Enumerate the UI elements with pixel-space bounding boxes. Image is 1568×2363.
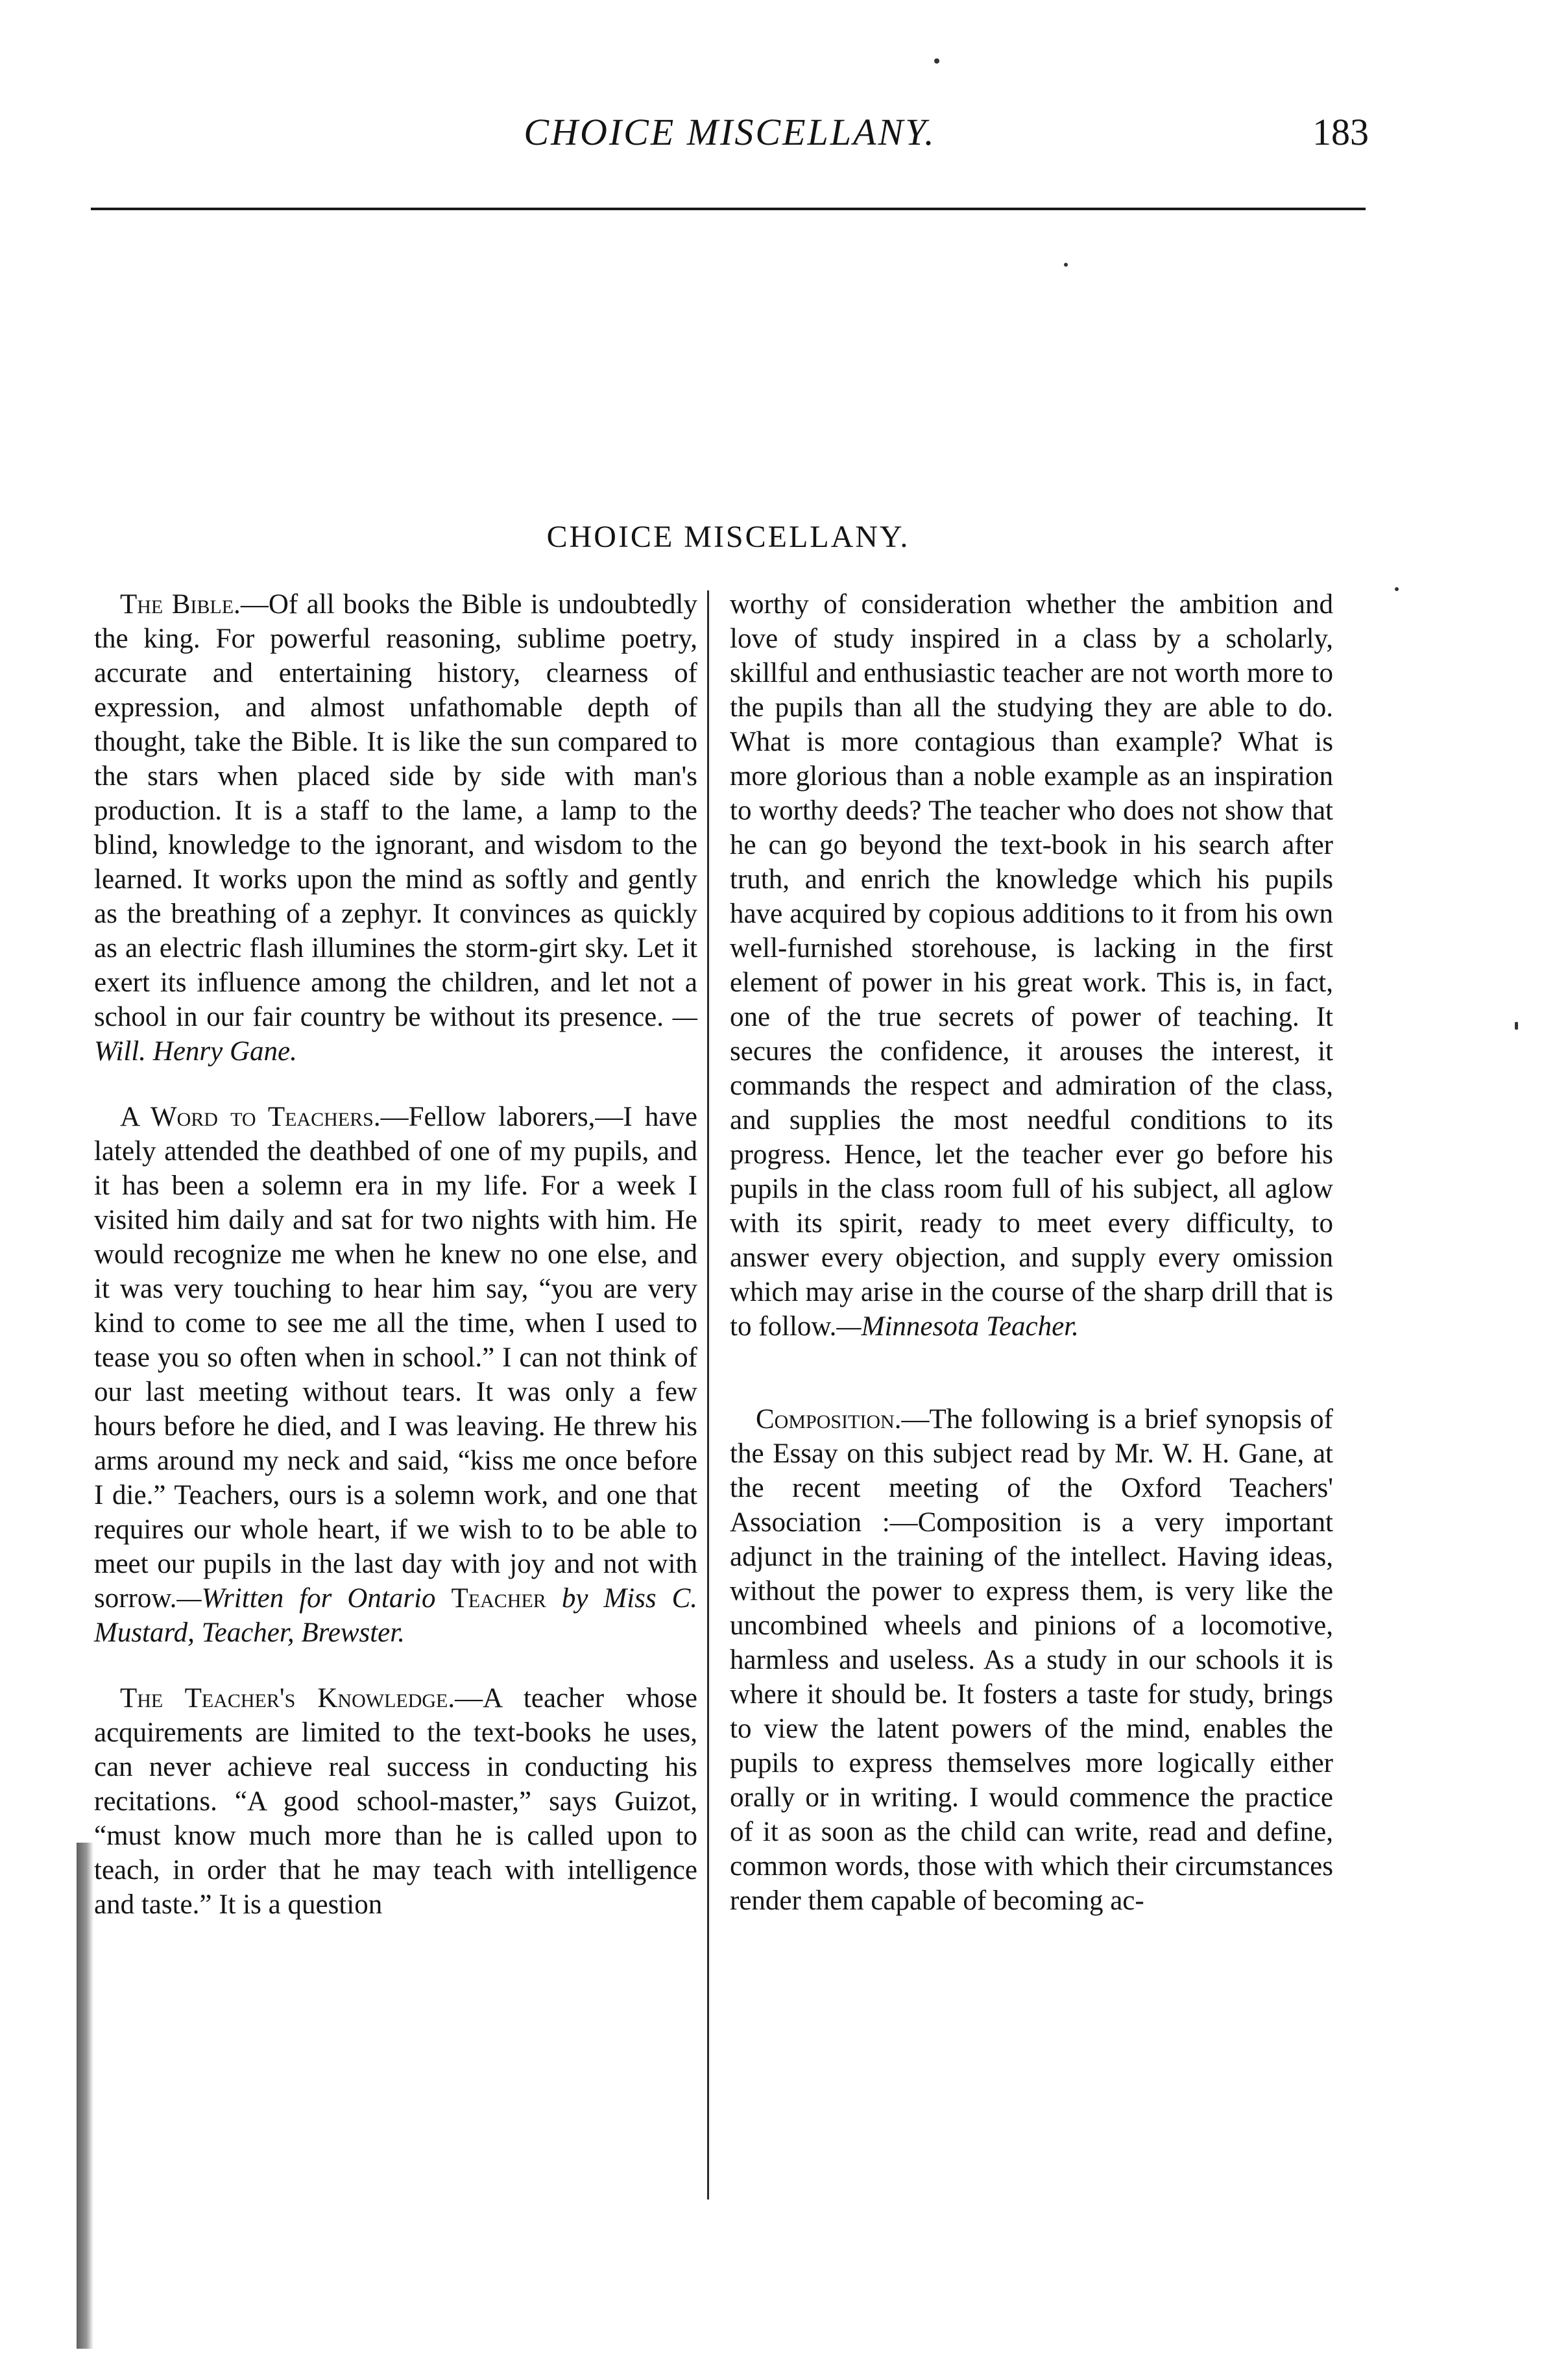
running-head — [91, 104, 1369, 162]
article-body: worthy of consideration whether the ambition and love of study inspired in a class by a scholarly, skillful and enthusiastic teacher are not worth more to the pupils than all the studying they are able to do. What is more contagious than example? What is more glorious than a noble example as an inspiration to worthy deeds? The teacher who does not show that he can go beyond the text-book in his search after truth, and enrich the knowledge which his pupils have acquired by copious additions to it from his own well-furnished storehouse, is lacking in the first element of power in his great work. This is, in fact, one of the true secrets of power of teaching. It secures the confidence, it arouses the interest, it commands the respect and admiration of the class, and supplies the most needful conditions to its progress. Hence, let the teacher ever go before his pupils in the class room full of his subject, all aglow with its spirit, ready to meet every difficulty, to answer every objection, and supply every omission which may arise in the course of the sharp drill that is to follow. — [730, 589, 1333, 1342]
article-bible — [94, 587, 697, 1069]
left-column — [94, 587, 697, 1953]
print-speck — [1515, 1022, 1518, 1030]
print-speck — [1064, 263, 1068, 267]
article-attribution: —Minnesota Teacher. — [836, 1311, 1079, 1342]
right-column — [730, 587, 1333, 1949]
article-word-to-teachers — [94, 1100, 697, 1650]
article-composition — [730, 1402, 1333, 1918]
page-number: 183 — [1312, 111, 1369, 153]
article-title: A Word to Teachers. — [120, 1102, 381, 1132]
running-title: CHOICE MISCELLANY. — [524, 111, 936, 153]
article-body: —Fellow laborers,—I have lately attended the deathbed of one of my pupils, and it has been a solemn era in my life. For a week I visited him daily and sat for two nights with him. He would recognize me when he knew no one else, and it was very touching to hear him say, “you are very kind to come to see me all the time, when I used to tease you so often when in school.” I can not think of our last meeting without tears. It was only a few hours before he died, and I was leaving. He threw his arms around my neck and said, “kiss me once before I die.” Teachers, ours is a solemn work, and one that requires our whole heart, if we wish to to be able to meet our pupils in the last day with joy and not with sorrow. — [94, 1102, 697, 1614]
article-body: —A teacher whose acquirements are limited to the text-books he uses, can never achieve real success in conducting his recitations. “A good school-master,” says Guizot, “must know much more than he is called upon to teach, in order that he may teach with intelligence and taste.” It is a question — [94, 1683, 697, 1920]
article-body: —The following is a brief synopsis of the Essay on this subject read by Mr. W. H. Gane, at the recent meeting of the Oxford Teachers' Association :—Composition is a very important adjunct in the training of the intellect. Having ideas, without the power to express them, is very like the uncombined wheels and pinions of a locomotive, harmless and useless. As a study in our schools it is where it should be. It fosters a taste for study, brings to view the latent powers of the mind, enables the pupils to express themselves more logically either orally or in writing. I would commence the practice of it as soon as the child can write, read and define, common words, those with which their circumstances render them capable of becoming ac- — [730, 1404, 1333, 1916]
article-body: —Of all books the Bible is undoubtedly the king. For powerful reasoning, sublime poetry, accurate and entertaining history, clearness of expression, and almost unfathomable depth of thought, take the Bible. It is like the sun compared to the stars when placed side by side with man's production. It is a staff to the lame, a lamp to the blind, knowledge to the ignorant, and wisdom to the learned. It works upon the mind as softly and gently as the breathing of a zephyr. It convinces as quickly as an electric flash illumines the storm-girt sky. Let it exert its influence among the children, and let not a school in our fair country be without its presence. — [94, 589, 698, 1032]
column-divider — [707, 590, 709, 2199]
article-attribution-mid: Teacher — [451, 1583, 546, 1614]
article-title: The Bible. — [120, 589, 241, 620]
article-attribution-lead: —Written for Ontario — [176, 1583, 436, 1614]
print-speck — [934, 58, 939, 64]
article-teachers-knowledge — [94, 1681, 697, 1922]
article-attribution: —Will. Henry Gane. — [94, 1002, 698, 1067]
article-title: Composition. — [756, 1404, 902, 1435]
binding-edge-shadow — [77, 1843, 93, 2349]
section-title: CHOICE MISCELLANY. — [546, 520, 910, 554]
article-teachers-knowledge-continued — [730, 587, 1333, 1344]
article-title: The Teacher's Knowledge. — [120, 1683, 455, 1714]
header-rule — [91, 208, 1366, 210]
print-speck — [1395, 587, 1399, 591]
article-attribution-tail: by Miss C. Mustard, Teacher, Brewster. — [94, 1583, 698, 1648]
